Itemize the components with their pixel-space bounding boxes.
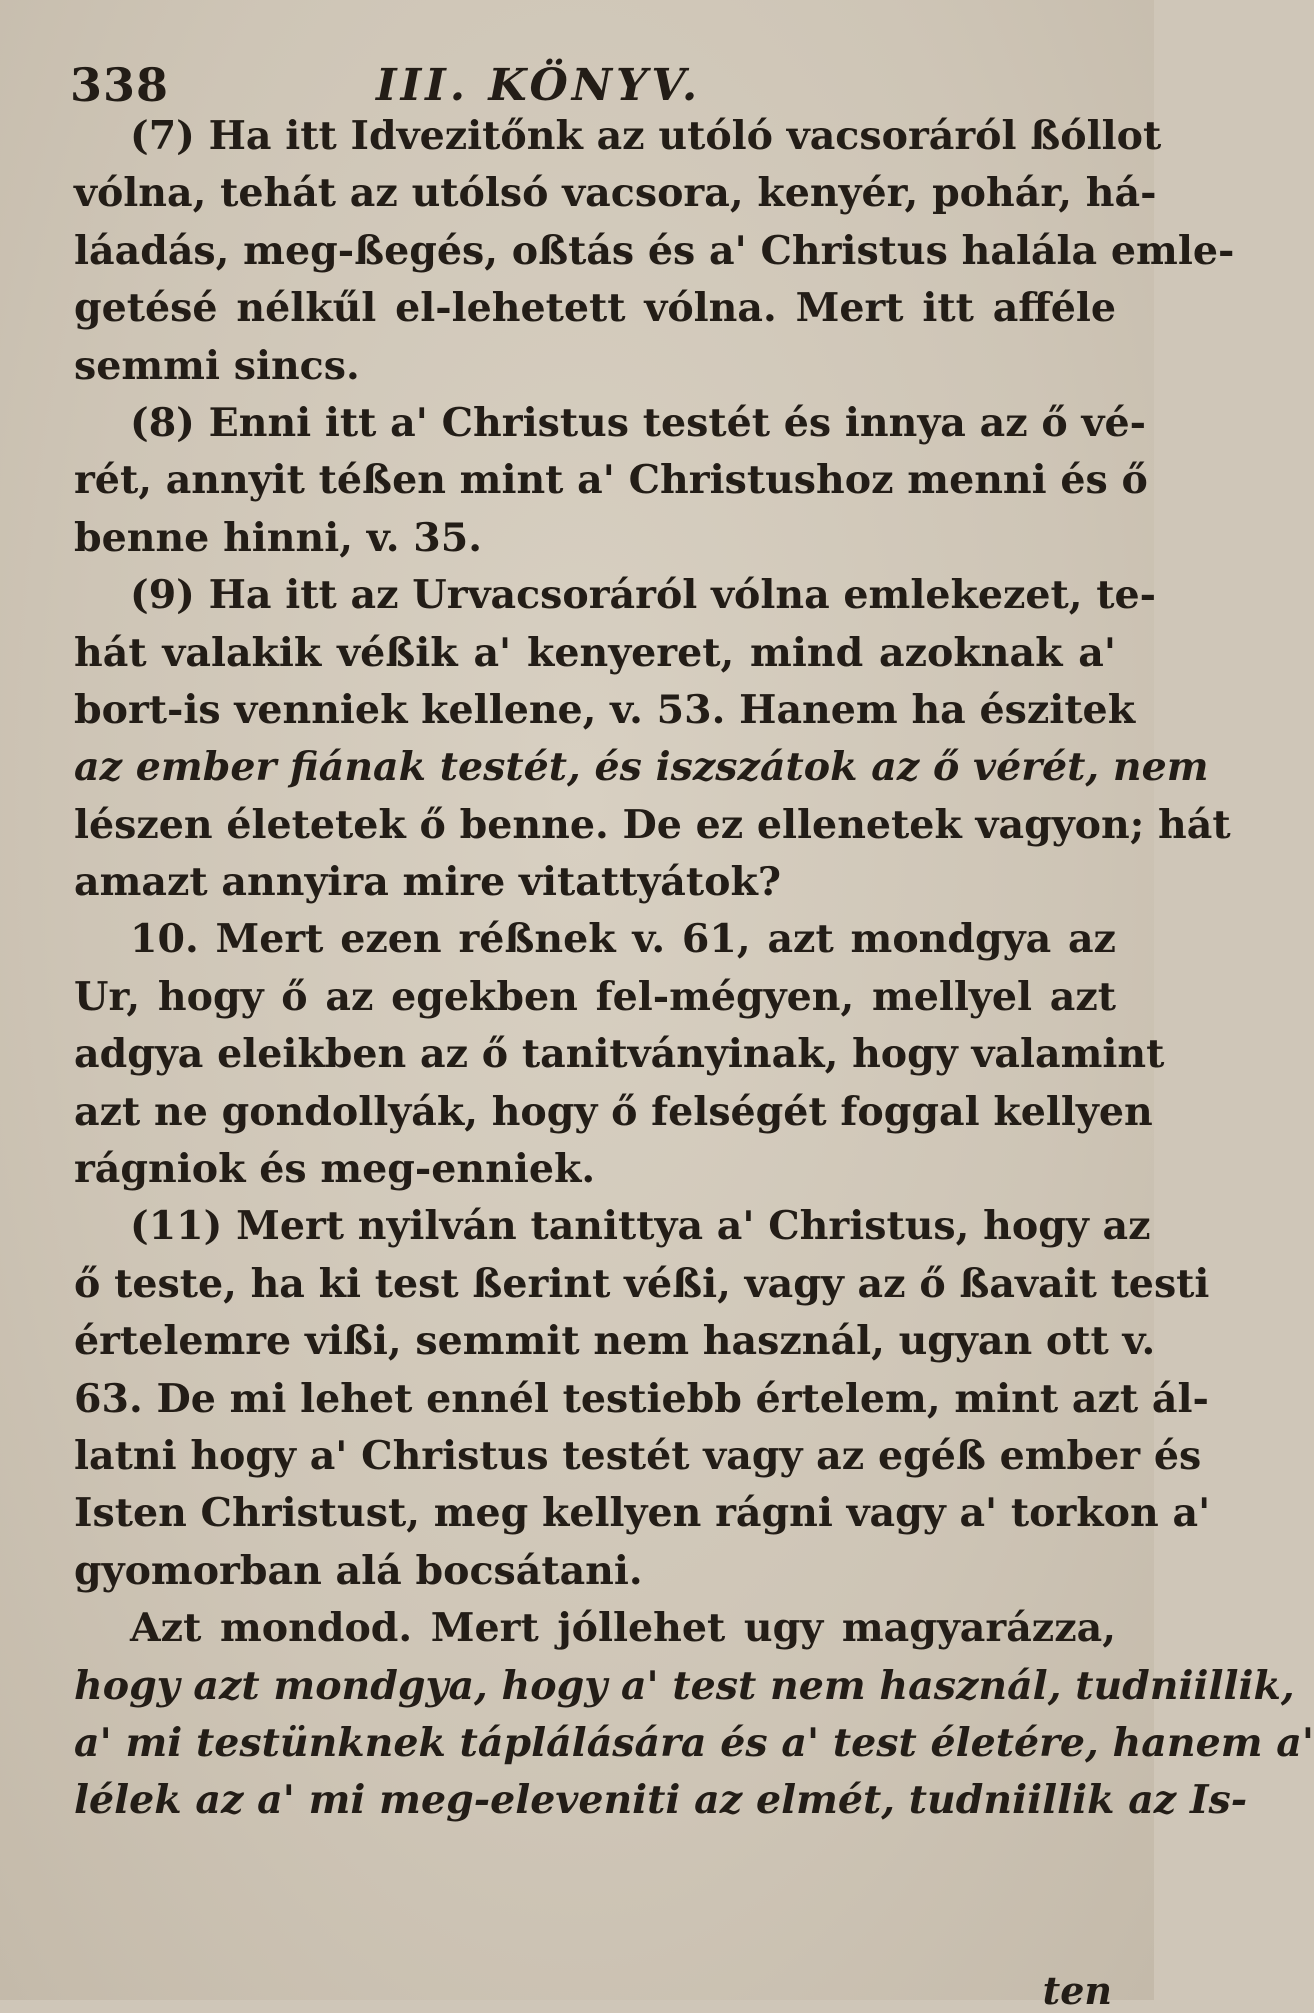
text-line: Azt mondod. Mert jóllehet ugy magyarázza, (130, 1605, 1116, 1652)
text-line: Ur, hogy ő az egekben fel-mégyen, mellyel azt (74, 973, 1116, 1020)
text-line: értelemre vißi, semmit nem használ, ugyan ott v. (74, 1318, 1156, 1365)
text-line: Isten Christust, meg kellyen rágni vagy a' torkon a' (74, 1490, 1211, 1537)
text-line: (11) Mert nyilván tanittya a' Christus, hogy az (130, 1203, 1151, 1250)
text-line: rágniok és meg-enniek. (74, 1146, 596, 1193)
page-number: 338 (70, 58, 170, 112)
text-line: ő teste, ha ki test ßerint véßi, vagy az ő ßavait testi (74, 1260, 1210, 1307)
text-line: adgya eleikben az ő tanitványinak, hogy valamint (74, 1031, 1165, 1078)
text-line: hogy azt mondgya, hogy a' test nem használ, tudniillik, (74, 1662, 1295, 1709)
catchword: ten (1042, 1968, 1112, 2013)
body-text (74, 108, 1314, 1830)
text-line: azt ne gondollyák, hogy ő felségét foggal kellyen (74, 1088, 1153, 1135)
text-line: lélek az a' mi meg-eleveniti az elmét, tudniillik az Is- (74, 1777, 1248, 1824)
text-line: (7) Ha itt Idvezitőnk az utóló vacsoráról ßóllot (130, 113, 1162, 159)
text-line: benne hinni, v. 35. (74, 514, 482, 561)
text-line: az ember fiának testét, és iszszátok az ő vérét, nem (74, 744, 1209, 791)
text-line: a' mi testünknek táplálására és a' test életére, hanem a' (74, 1719, 1314, 1766)
text-line: latni hogy a' Christus testét vagy az egéß ember és (74, 1432, 1202, 1479)
text-line: (8) Enni itt a' Christus testét és innya az ő vé- (130, 399, 1146, 446)
text-line: semmi sincs. (74, 342, 360, 389)
text-line: amazt annyira mire vitattyátok? (74, 859, 781, 906)
text-line: (9) Ha itt az Urvacsoráról vólna emlekezet, te- (130, 572, 1157, 619)
text-line: vólna, tehát az utólsó vacsora, kenyér, pohár, há- (74, 170, 1157, 217)
text-line: lészen életetek ő benne. De ez ellenetek vagyon; hát (74, 801, 1231, 848)
text-line: hát valakik véßik a' kenyeret, mind azoknak a' (74, 629, 1116, 676)
text-line: gyomorban alá bocsátani. (74, 1547, 643, 1594)
text-line: bort-is venniek kellene, v. 53. Hanem ha észitek (74, 686, 1136, 733)
running-head: III. KÖNYV. (376, 60, 702, 111)
text-line: láadás, meg-ßegés, oßtás és a' Christus halála emle- (74, 227, 1235, 274)
text-line: 10. Mert ezen réßnek v. 61, azt mondgya az (130, 916, 1116, 963)
text-line: rét, annyit téßen mint a' Christushoz menni és ő (74, 457, 1148, 504)
text-line: getésé nélkűl el-lehetett vólna. Mert itt afféle (74, 285, 1116, 332)
text-line: 63. De mi lehet ennél testiebb értelem, mint azt ál- (74, 1375, 1209, 1422)
